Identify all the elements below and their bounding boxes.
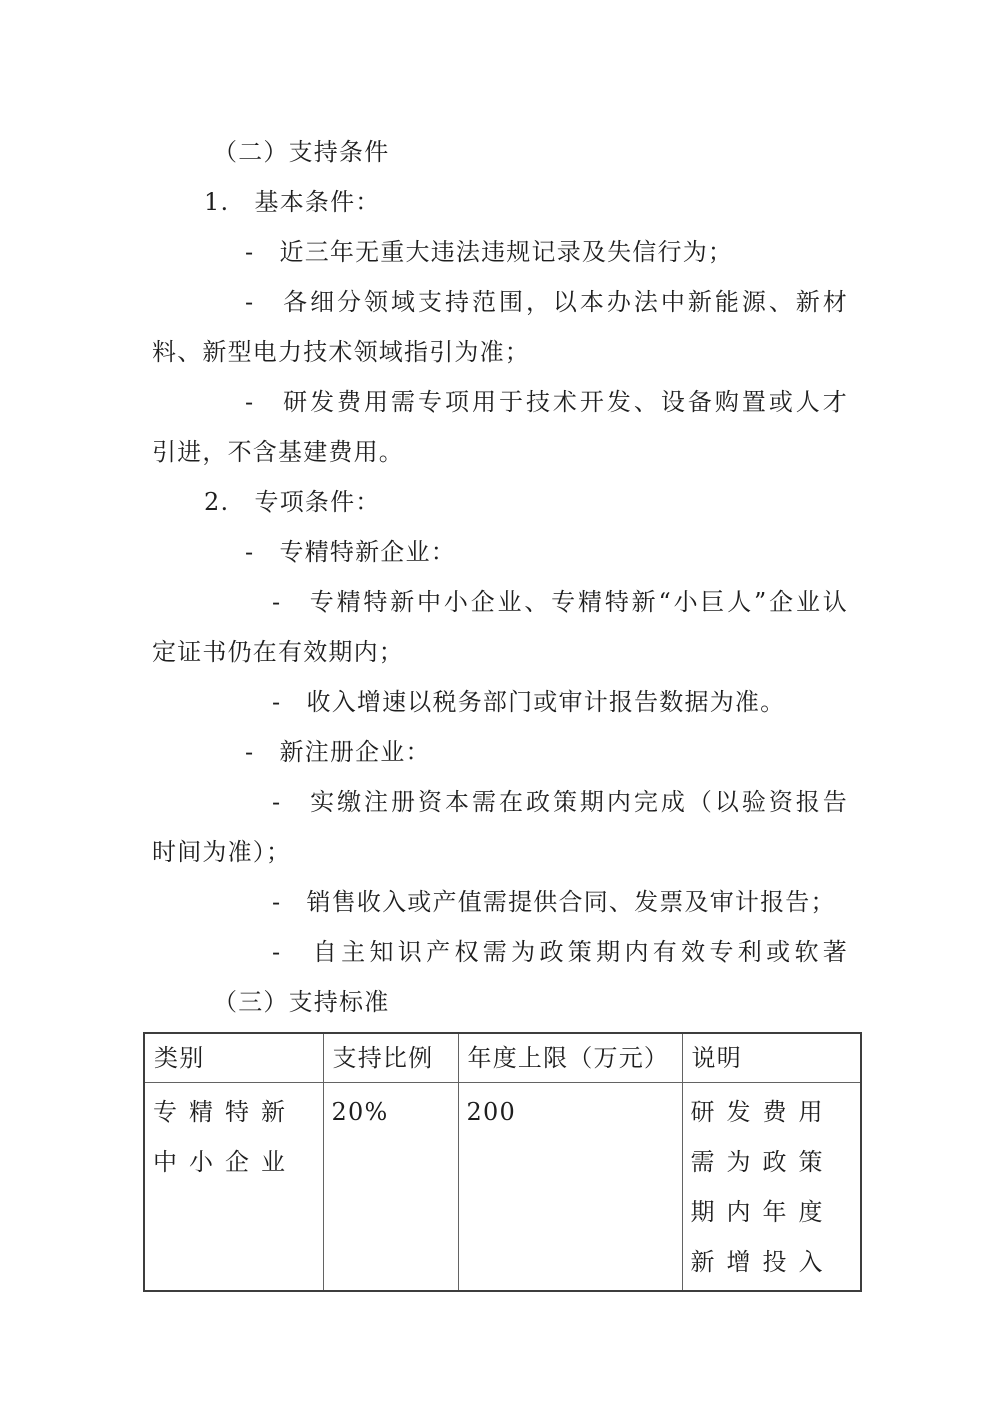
item-special-conditions: 2. 专项条件：: [204, 488, 381, 516]
cell-category: 专精特新中小企业: [144, 1083, 323, 1292]
cell-note: 研发费用需为政策期内年度新增投入: [682, 1083, 861, 1292]
bullet-support-scope-line2: 料、新型电力技术领域指引为准；: [152, 338, 530, 366]
table-row: [144, 1083, 861, 1292]
bullet-no-violations: - 近三年无重大违法违规记录及失信行为；: [245, 238, 734, 266]
header-annual-cap: 年度上限（万元）: [458, 1033, 682, 1083]
table-header-row: [144, 1033, 861, 1083]
header-ratio: 支持比例: [323, 1033, 458, 1083]
bullet-zjtx-certificate-line2: 定证书仍在有效期内；: [152, 638, 404, 666]
document-body: [152, 127, 848, 1292]
bullet-rd-expense-line2: 引进，不含基建费用。: [152, 438, 404, 466]
bullet-new-registered-enterprises: - 新注册企业：: [245, 738, 431, 766]
bullet-paid-in-capital-line1: - 实缴注册资本需在政策期内完成（以验资报告: [272, 788, 848, 816]
item-basic-conditions: 1. 基本条件：: [204, 188, 381, 216]
bullet-support-scope-line1: - 各细分领域支持范围，以本办法中新能源、新材: [245, 288, 848, 316]
header-category: 类别: [144, 1033, 323, 1083]
cell-ratio: 20%: [323, 1083, 458, 1292]
section-heading-support-standards: （三）支持标准: [213, 988, 390, 1016]
header-note: 说明: [682, 1033, 861, 1083]
bullet-paid-in-capital-line2: 时间为准）；: [152, 838, 292, 866]
bullet-revenue-growth: - 收入增速以税务部门或审计报告数据为准。: [272, 688, 786, 716]
cell-annual-cap: 200: [458, 1083, 682, 1292]
bullet-ip-requirement: - 自主知识产权需为政策期内有效专利或软著: [272, 938, 848, 966]
bullet-sales-revenue-docs: - 销售收入或产值需提供合同、发票及审计报告；: [272, 888, 836, 916]
bullet-zjtx-enterprises: - 专精特新企业：: [245, 538, 456, 566]
bullet-rd-expense-line1: - 研发费用需专项用于技术开发、设备购置或人才: [245, 388, 848, 416]
support-standards-table: [143, 1032, 862, 1292]
bullet-zjtx-certificate-line1: - 专精特新中小企业、专精特新“小巨人”企业认: [272, 588, 848, 616]
section-heading-support-conditions: （二）支持条件: [213, 138, 390, 166]
